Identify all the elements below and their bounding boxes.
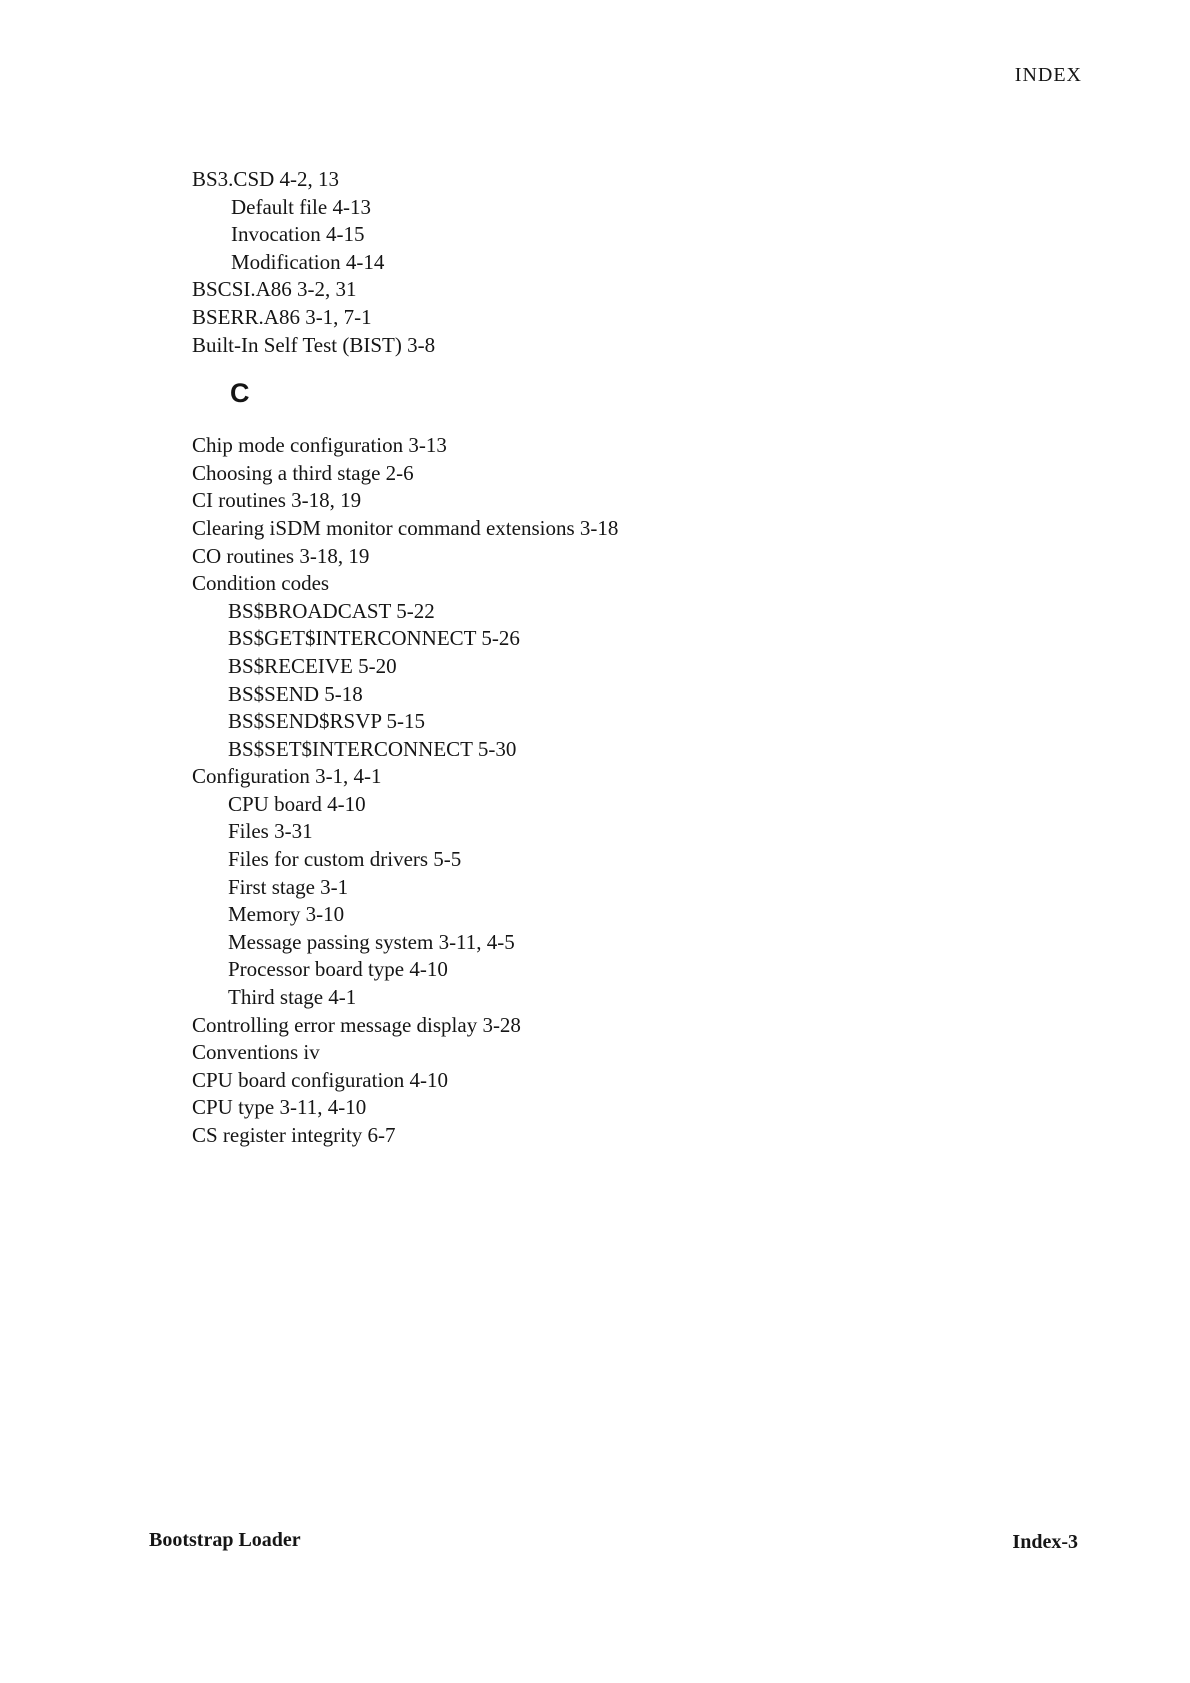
index-entry: BSCSI.A86 3-2, 31 — [192, 277, 357, 302]
index-subentry: BS$SEND 5-18 — [228, 681, 363, 706]
index-list — [192, 166, 1052, 1150]
index-entry: Configuration 3-1, 4-1 — [192, 764, 382, 789]
index-subentry: First stage 3-1 — [228, 874, 349, 899]
index-entry: CS register integrity 6-7 — [192, 1123, 396, 1147]
index-subentry: Memory 3-10 — [228, 902, 345, 927]
index-subentry: BS$BROADCAST 5-22 — [228, 598, 435, 623]
index-entry: CPU type 3-11, 4-10 — [192, 1095, 367, 1120]
index-entry: Built-In Self Test (BIST) 3-8 — [192, 332, 436, 357]
index-entry: Conventions iv — [192, 1040, 320, 1065]
footer-book-title: Bootstrap Loader — [149, 1529, 301, 1551]
index-entry: CPU board configuration 4-10 — [192, 1067, 449, 1092]
index-entry: CO routines 3-18, 19 — [192, 543, 370, 568]
index-entry: BS3.CSD 4-2, 13 — [192, 167, 340, 191]
index-subentry: Files 3-31 — [228, 819, 313, 844]
index-subentry: Third stage 4-1 — [228, 985, 357, 1010]
index-subentry: BS$SEND$RSVP 5-15 — [228, 709, 426, 734]
index-entry: Controlling error message display 3-28 — [192, 1012, 521, 1037]
page-header-title: INDEX — [1014, 64, 1082, 86]
index-subentry: BS$SET$INTERCONNECT 5-30 — [228, 736, 517, 761]
index-entry: CI routines 3-18, 19 — [192, 488, 362, 513]
index-entry: Chip mode configuration 3-13 — [192, 433, 447, 458]
index-section-b — [192, 166, 1052, 359]
index-subentry: BS$GET$INTERCONNECT 5-26 — [228, 626, 520, 651]
index-subentry: Files for custom drivers 5-5 — [228, 847, 462, 872]
footer-page-number: Index-3 — [1012, 1531, 1078, 1553]
index-entry: BSERR.A86 3-1, 7-1 — [192, 304, 372, 329]
index-section-c — [192, 432, 1052, 1149]
index-subentry: Invocation 4-15 — [231, 222, 365, 247]
index-subentry: BS$RECEIVE 5-20 — [228, 653, 397, 678]
section-letter-heading: C — [230, 378, 250, 409]
index-entry: Condition codes — [192, 571, 330, 596]
index-subentry: Message passing system 3-11, 4-5 — [228, 929, 515, 954]
index-entry: Clearing iSDM monitor command extensions 3-18 — [192, 515, 619, 540]
index-subentry: CPU board 4-10 — [228, 791, 366, 816]
index-entry: Choosing a third stage 2-6 — [192, 460, 414, 485]
index-subentry: Modification 4-14 — [231, 249, 385, 274]
index-subentry: Processor board type 4-10 — [228, 957, 448, 982]
index-subentry: Default file 4-13 — [231, 194, 371, 219]
